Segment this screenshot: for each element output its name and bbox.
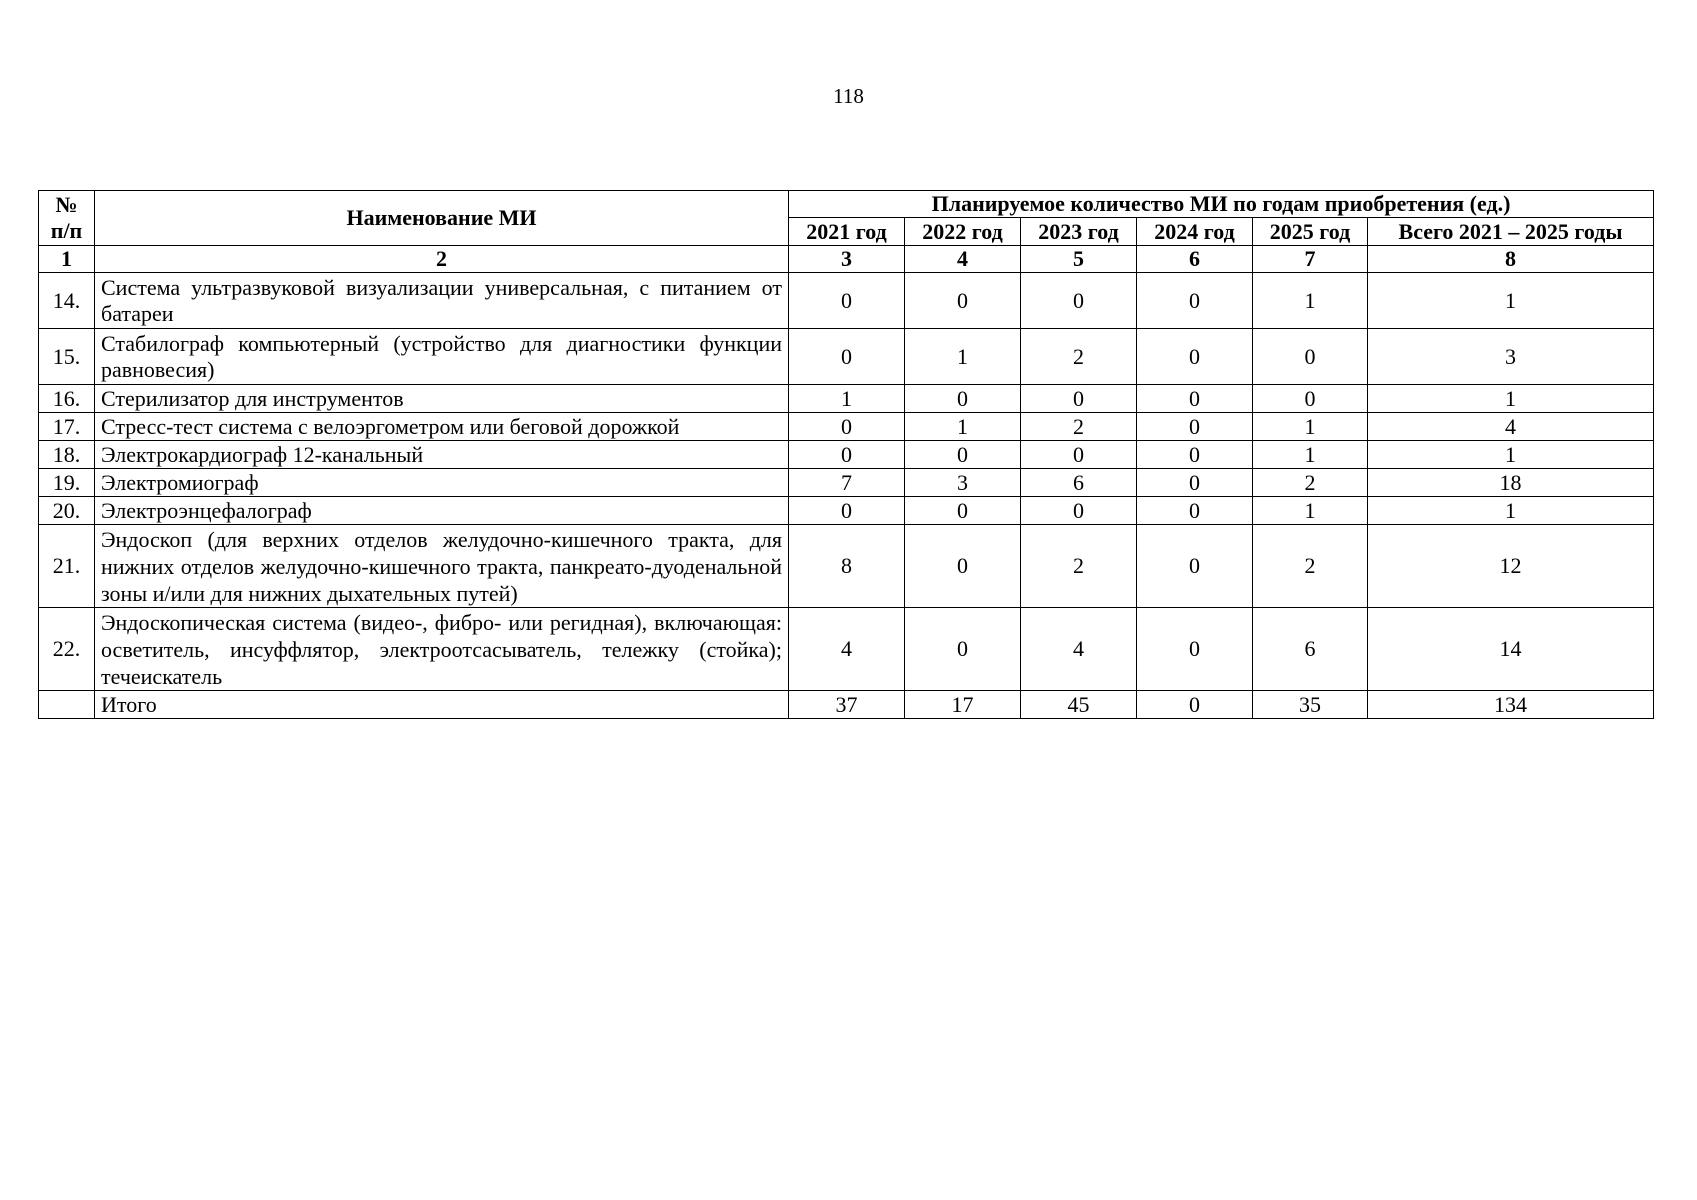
value-2021: 8	[789, 525, 905, 608]
header-year-total: Всего 2021 – 2025 годы	[1368, 218, 1654, 246]
row-name: Электромиограф	[95, 469, 789, 497]
column-number-7: 7	[1253, 246, 1368, 273]
value-2023: 2	[1021, 525, 1137, 608]
value-2021: 0	[789, 413, 905, 441]
value-2022: 0	[905, 525, 1021, 608]
value-total: 12	[1368, 525, 1654, 608]
total-all-years: 134	[1368, 691, 1654, 719]
row-name: Стабилограф компьютерный (устройство для диагностики функции равновесия)	[95, 329, 789, 385]
value-2024: 0	[1137, 329, 1253, 385]
value-2023: 2	[1021, 413, 1137, 441]
row-number: 15.	[39, 329, 95, 385]
value-2025: 0	[1253, 385, 1368, 413]
value-2022: 0	[905, 385, 1021, 413]
total-2023: 45	[1021, 691, 1137, 719]
value-2023: 2	[1021, 329, 1137, 385]
table-row	[39, 413, 1654, 441]
value-2024: 0	[1137, 413, 1253, 441]
row-number: 16.	[39, 385, 95, 413]
column-number-1: 1	[39, 246, 95, 273]
value-2023: 0	[1021, 385, 1137, 413]
row-name: Электроэнцефалограф	[95, 497, 789, 525]
value-2023: 6	[1021, 469, 1137, 497]
header-year-2022: 2022 год	[905, 218, 1021, 246]
column-number-2: 2	[95, 246, 789, 273]
table-row	[39, 273, 1654, 329]
value-2022: 1	[905, 329, 1021, 385]
value-total: 14	[1368, 608, 1654, 691]
value-2024: 0	[1137, 385, 1253, 413]
value-2022: 0	[905, 441, 1021, 469]
header-year-2021: 2021 год	[789, 218, 905, 246]
table-row	[39, 497, 1654, 525]
value-2024: 0	[1137, 469, 1253, 497]
value-2025: 1	[1253, 273, 1368, 329]
total-2021: 37	[789, 691, 905, 719]
value-2024: 0	[1137, 608, 1253, 691]
column-number-8: 8	[1368, 246, 1654, 273]
value-2025: 1	[1253, 497, 1368, 525]
value-2025: 2	[1253, 525, 1368, 608]
value-total: 1	[1368, 441, 1654, 469]
value-2024: 0	[1137, 497, 1253, 525]
row-name: Стерилизатор для инструментов	[95, 385, 789, 413]
value-2025: 1	[1253, 413, 1368, 441]
value-total: 1	[1368, 273, 1654, 329]
value-2021: 0	[789, 329, 905, 385]
row-number: 22.	[39, 608, 95, 691]
value-2021: 7	[789, 469, 905, 497]
total-2024: 0	[1137, 691, 1253, 719]
header-year-2024: 2024 год	[1137, 218, 1253, 246]
header-name: Наименование МИ	[95, 191, 789, 246]
row-number: 21.	[39, 525, 95, 608]
table-row	[39, 469, 1654, 497]
row-number: 20.	[39, 497, 95, 525]
value-2021: 1	[789, 385, 905, 413]
value-total: 4	[1368, 413, 1654, 441]
header-year-2025: 2025 год	[1253, 218, 1368, 246]
row-number: 19.	[39, 469, 95, 497]
row-name: Система ультразвуковой визуализации универсальная, с питанием от батареи	[95, 273, 789, 329]
value-2022: 1	[905, 413, 1021, 441]
value-2021: 0	[789, 273, 905, 329]
header-number-line2: п/п	[50, 218, 83, 243]
value-2021: 0	[789, 441, 905, 469]
page-number: 118	[833, 84, 864, 108]
header-number	[39, 191, 95, 246]
row-name: Электрокардиограф 12-канальный	[95, 441, 789, 469]
value-2022: 0	[905, 497, 1021, 525]
value-2025: 1	[1253, 441, 1368, 469]
value-2023: 0	[1021, 497, 1137, 525]
table-row	[39, 329, 1654, 385]
equipment-plan-table	[38, 190, 1654, 719]
table-row	[39, 608, 1654, 691]
value-2024: 0	[1137, 525, 1253, 608]
row-number: 18.	[39, 441, 95, 469]
value-total: 3	[1368, 329, 1654, 385]
column-number-5: 5	[1021, 246, 1137, 273]
value-2023: 4	[1021, 608, 1137, 691]
header-number-line1: №	[55, 192, 78, 217]
value-2023: 0	[1021, 273, 1137, 329]
table-row	[39, 525, 1654, 608]
value-2025: 2	[1253, 469, 1368, 497]
header-plan: Планируемое количество МИ по годам приобретения (ед.)	[789, 191, 1654, 218]
column-number-3: 3	[789, 246, 905, 273]
total-2025: 35	[1253, 691, 1368, 719]
value-total: 18	[1368, 469, 1654, 497]
row-number: 17.	[39, 413, 95, 441]
value-2021: 0	[789, 497, 905, 525]
value-2022: 3	[905, 469, 1021, 497]
total-row	[39, 691, 1654, 719]
table-row	[39, 385, 1654, 413]
value-2022: 0	[905, 608, 1021, 691]
value-2021: 4	[789, 608, 905, 691]
table-row	[39, 441, 1654, 469]
row-name: Стресс-тест система с велоэргометром или беговой дорожкой	[95, 413, 789, 441]
total-number	[39, 691, 95, 719]
row-name: Эндоскоп (для верхних отделов желудочно-кишечного тракта, для нижних отделов желудочно-кишечного тракта, панкреато-дуоденальной зоны и/или для нижних дыхательных путей)	[95, 525, 789, 608]
value-total: 1	[1368, 385, 1654, 413]
total-label: Итого	[95, 691, 789, 719]
value-2025: 6	[1253, 608, 1368, 691]
row-name: Эндоскопическая система (видео-, фибро- или регидная), включающая: осветитель, инсуффлятор, электроотсасыватель, тележку (стойка); течеискатель	[95, 608, 789, 691]
header-year-2023: 2023 год	[1021, 218, 1137, 246]
value-2023: 0	[1021, 441, 1137, 469]
value-2022: 0	[905, 273, 1021, 329]
row-number: 14.	[39, 273, 95, 329]
value-2024: 0	[1137, 273, 1253, 329]
value-2025: 0	[1253, 329, 1368, 385]
value-total: 1	[1368, 497, 1654, 525]
value-2024: 0	[1137, 441, 1253, 469]
total-2022: 17	[905, 691, 1021, 719]
column-number-4: 4	[905, 246, 1021, 273]
column-number-6: 6	[1137, 246, 1253, 273]
